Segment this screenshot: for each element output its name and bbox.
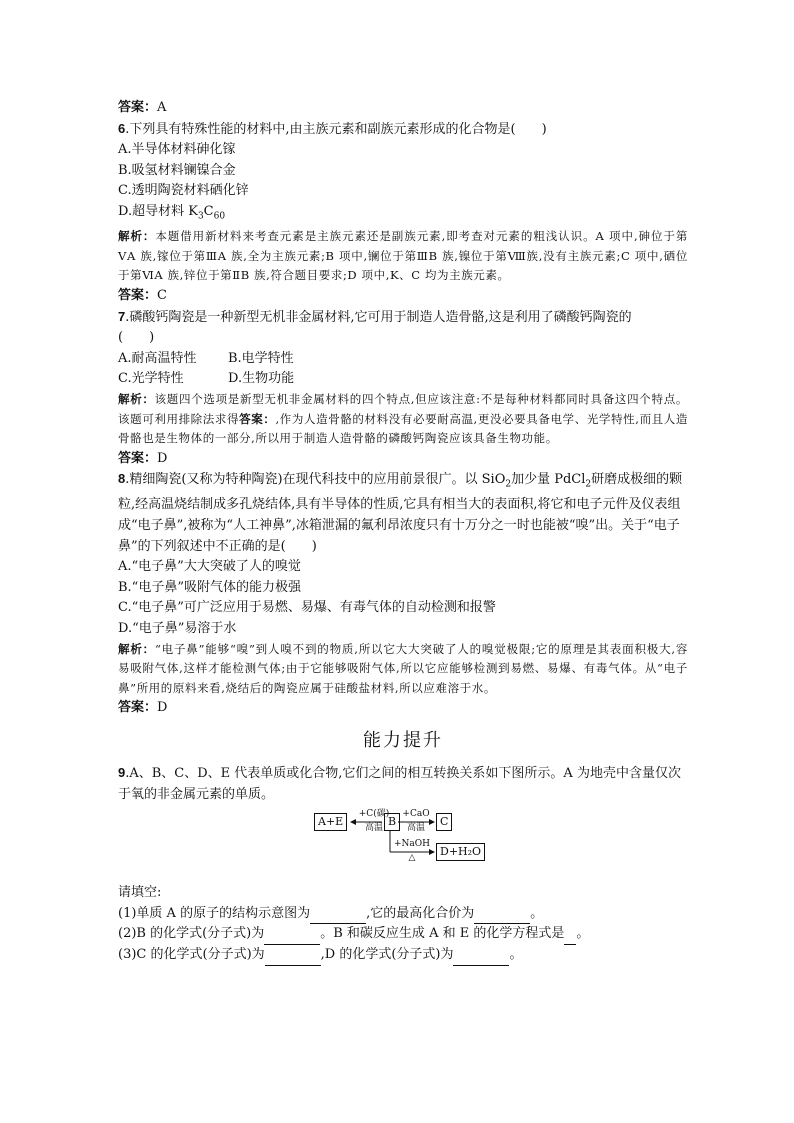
reaction-arrows <box>118 809 688 877</box>
q6-option-b: B.吸氢材料镧镍合金 <box>118 162 236 178</box>
q6-answer <box>118 286 688 307</box>
question-text: .磷酸钙陶瓷是一种新型无机非金属材料,它可用于制造人造骨骼,这是利用了磷酸钙陶瓷的 <box>125 309 632 325</box>
answer-value: C <box>157 287 167 303</box>
q9-part-2 <box>118 924 688 945</box>
part-text: (2)B 的化学式(分子式)为 <box>118 926 265 942</box>
part-text: 。 <box>530 905 544 921</box>
q7-explanation <box>118 390 688 449</box>
document-page <box>118 98 688 966</box>
explanation-label: 解析： <box>118 391 155 406</box>
explanation-text: 该题四个选项是新型无机非金属材料的四个特点,但应该注意:不是每种材料都同时具备这四个特点。该题可利用排除法求得 <box>118 391 688 426</box>
answer-blank[interactable] <box>474 909 530 924</box>
option-d-text: D.超导材料 K <box>118 203 198 219</box>
q6-option-a: A.半导体材料砷化镓 <box>118 142 236 158</box>
subscript: 2 <box>585 479 592 490</box>
q6-stem <box>118 119 688 141</box>
q8-explanation <box>118 640 688 699</box>
q5-answer <box>118 98 688 119</box>
part-text: ,D 的化学式(分子式)为 <box>320 946 454 962</box>
reaction-diagram <box>118 809 688 877</box>
box-c: C <box>436 813 452 831</box>
inline-answer-label: 答案： <box>239 411 276 426</box>
q8-option-c: C.“电子鼻”可广泛应用于易燃、易爆、有毒气体的自动检测和报警 <box>118 600 496 616</box>
box-d-plus-h2o: D+H₂O <box>436 843 485 861</box>
q8-answer <box>118 698 688 719</box>
q7-options-row-1 <box>118 349 688 370</box>
q7-option-c: C.光学特性 <box>118 371 184 387</box>
explanation-text: “电子鼻”能够“嗅”到人嗅不到的物质,所以它大大突破了人的嗅觉极限;它的原理是其表面积极大,容易吸附气体,这样才能检测气体;由于它能够吸附气体,所以它应能够检测到易燃、易爆、有毒气体。从“电子鼻”所用的原料来看,烧结后的陶瓷应属于硅酸盐材料,所以应难溶于水。 <box>118 641 688 695</box>
q7-stem-bracket: ( ) <box>118 330 155 346</box>
q9-fill-label: 请填空: <box>118 885 162 901</box>
box-b: B <box>384 813 400 831</box>
q7-option-a: A.耐高温特性 <box>118 350 197 366</box>
explanation-label: 解析： <box>118 641 155 656</box>
answer-label: 答案： <box>118 100 158 115</box>
section-title: 能力提升 <box>363 730 443 751</box>
arrow-3-bottom-label: △ <box>408 853 416 864</box>
subscript: 2 <box>505 479 512 490</box>
q7-option-b: B.电学特性 <box>228 350 294 366</box>
answer-label: 答案： <box>118 450 158 466</box>
explanation-text: ,作为人造骨骼的材料没有必要耐高温,更没必要具备电学、光学特性,而且人造骨骼也是生物体的一部分,所以用于制造人造骨骼的磷酸钙陶瓷应该具备生物功能。 <box>118 411 689 446</box>
arrow-3-top-label: +NaOH <box>393 839 430 850</box>
question-number: 8 <box>118 471 126 487</box>
answer-value: D <box>157 700 168 716</box>
part-text: 。 <box>576 926 590 942</box>
arrow-1-top-label: +C(碳) <box>358 809 390 820</box>
question-text: .精细陶瓷(又称为特种陶瓷)在现代科技中的应用前景很广。以 SiO <box>125 472 506 488</box>
q6-option-d <box>118 202 688 227</box>
q9-stem <box>118 763 688 805</box>
question-number: 9 <box>118 765 126 780</box>
question-text: .A、B、C、D、E 代表单质或化合物,它们之间的相互转换关系如下图所示。A 为地壳中含量仅次于氧的非金属元素的单质。 <box>118 766 681 802</box>
answer-blank[interactable] <box>264 930 320 945</box>
option-d-text: C <box>203 203 214 219</box>
q7-option-d: D.生物功能 <box>228 371 295 387</box>
question-text: .下列具有特殊性能的材料中,由主族元素和副族元素形成的化合物是( ) <box>125 121 547 137</box>
q7-options-row-2 <box>118 369 688 390</box>
arrow-2-top-label: +CaO <box>402 809 430 820</box>
question-number: 6 <box>118 120 126 136</box>
part-text: 。B 和碳反应生成 A 和 E 的化学方程式是 <box>320 926 565 942</box>
q8-option-d: D.“电子鼻”易溶于水 <box>118 621 237 637</box>
part-text: (3)C 的化学式(分子式)为 <box>118 946 265 962</box>
q6-explanation <box>118 227 688 286</box>
question-text: 加少量 PdCl <box>511 472 586 488</box>
q7-answer <box>118 449 688 470</box>
explanation-text: 本题借用新材料来考查元素是主族元素还是副族元素,即考查对元素的粗浅认识。A 项中,砷位于第ⅤA 族,镓位于第ⅢA 族,全为主族元素;B 项中,镧位于第ⅢB 族,镍位于第Ⅷ族,没有主族元素;C 项中,硒位于第ⅥA 族,锌位于第ⅡB 族,符合题目要求;D 项中,K、C 均为主族元素。 <box>118 229 688 283</box>
q7-stem <box>118 307 688 329</box>
q9-part-3 <box>118 945 688 966</box>
question-number: 7 <box>118 308 126 324</box>
answer-value: D <box>157 450 168 466</box>
part-text: ,它的最高化合价为 <box>366 905 475 921</box>
question-text: 研磨成极细的颗粒,经高温烧结制成多孔烧结体,具有半导体的性质,它具有相当大的表面积,将它和电子元件及仪表组成“电子鼻”,被称为“人工神鼻”,冰箱泄漏的氟利昂浓度只有十万分之一时也能被“嗅”出。关于“电子鼻”的下列叙述中不正确的是( ) <box>118 472 683 554</box>
answer-blank[interactable] <box>310 909 366 924</box>
subscript: 60 <box>213 211 226 222</box>
arrow-1-bottom-label: 高温 <box>364 823 383 834</box>
subscript: 3 <box>197 211 204 222</box>
q9-part-1 <box>118 904 688 925</box>
answer-label: 答案： <box>118 287 158 303</box>
arrow-2-bottom-label: 高温 <box>406 823 425 834</box>
q8-option-a: A.“电子鼻”大大突破了人的嗅觉 <box>118 559 301 575</box>
answer-value: A <box>157 100 167 115</box>
q8-stem <box>118 469 688 557</box>
q6-option-c: C.透明陶瓷材料硒化锌 <box>118 183 249 199</box>
explanation-label: 解析： <box>118 229 156 244</box>
part-text: 。 <box>509 946 523 962</box>
answer-blank[interactable] <box>265 951 321 966</box>
part-text: (1)单质 A 的原子的结构示意图为 <box>118 905 311 921</box>
answer-blank[interactable] <box>453 951 509 966</box>
q8-option-b: B.“电子鼻”吸附气体的能力极强 <box>118 579 301 595</box>
box-a-plus-e: A+E <box>314 813 347 831</box>
answer-blank[interactable] <box>564 930 576 945</box>
answer-label: 答案： <box>118 700 158 716</box>
